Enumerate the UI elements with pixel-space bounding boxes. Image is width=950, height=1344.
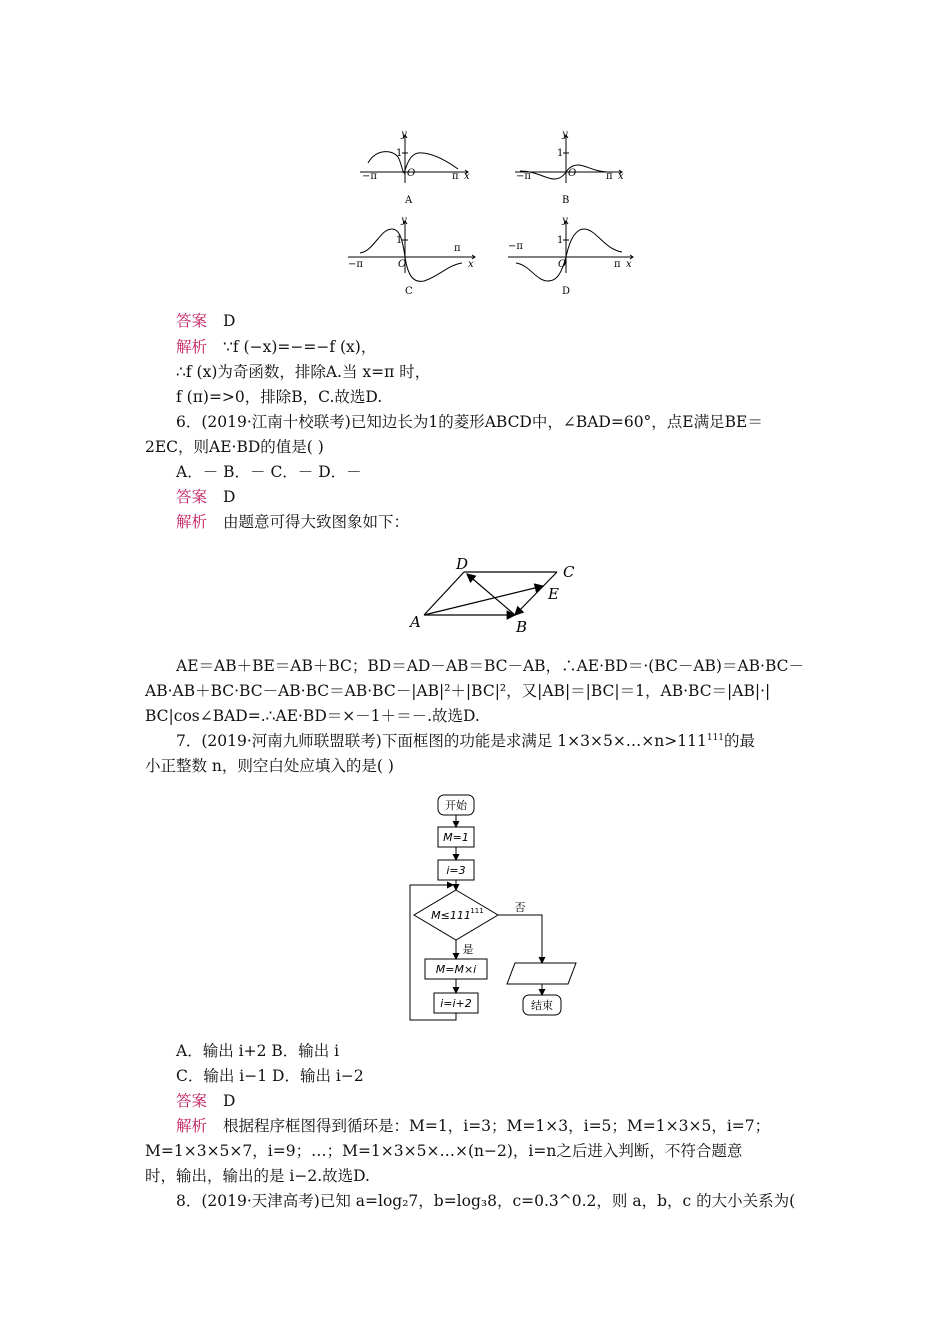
q7-answer: 答案 D bbox=[176, 1092, 236, 1110]
svg-text:1: 1 bbox=[557, 235, 564, 246]
svg-text:M=M×i: M=M×i bbox=[435, 963, 477, 976]
q7-options-cd: C．输出 i−1 D．输出 i−2 bbox=[176, 1067, 364, 1085]
svg-text:−π: −π bbox=[362, 171, 377, 182]
q7-analysis-line3: 时，输出，输出的是 i−2.故选D. bbox=[145, 1167, 370, 1185]
q6-solution-line2: AB·AB＋BC·BC－AB·BC＝AB·BC－|AB|²＋|BC|²，又|AB|＝|BC|＝1，AB·BC＝|AB|·| bbox=[145, 682, 771, 700]
vertex-a: A bbox=[410, 613, 421, 631]
vertex-c: C bbox=[563, 563, 575, 581]
q5-answer: 答案 D bbox=[176, 312, 236, 330]
q7-stem: 7．(2019·河南九师联盟联考)下面框图的功能是求满足 $1\times 3\times 5\times\dots\times n>111^{111}$的最 bbox=[176, 732, 756, 750]
q6-solution-line1: AE＝AB＋BE＝AB＋BC；BD＝AD－AB＝BC－AB，∴AE·BD＝·(BC－AB)＝AB·BC－ bbox=[176, 657, 805, 675]
rhombus-figure bbox=[400, 555, 585, 637]
svg-text:i=i+2: i=i+2 bbox=[440, 997, 472, 1010]
q7-analysis: 解析 根据程序框图得到循环是：M=1，i=3；M=1×3，i=5；M=1×3×5，i=7； bbox=[176, 1117, 771, 1135]
q5-analysis: 解析 ∵f (−x)=−=−f (x)， bbox=[176, 338, 377, 356]
graph-label-c: C bbox=[405, 286, 413, 297]
svg-text:π: π bbox=[452, 171, 459, 182]
svg-text:O: O bbox=[398, 259, 407, 270]
svg-text:x: x bbox=[618, 171, 624, 182]
graph-label-a: A bbox=[405, 195, 413, 206]
svg-text:y: y bbox=[401, 215, 407, 226]
flow-no-label: 否 bbox=[514, 901, 526, 914]
svg-text:π: π bbox=[606, 171, 613, 182]
svg-text:M=1: M=1 bbox=[443, 831, 469, 844]
svg-text:O: O bbox=[568, 168, 577, 179]
q6-solution-line3: BC|cos∠BAD=.∴AE·BD＝×－1＋＝－.故选D. bbox=[145, 707, 480, 725]
svg-text:y: y bbox=[562, 129, 568, 140]
svg-text:i=3: i=3 bbox=[446, 864, 466, 877]
svg-text:1: 1 bbox=[396, 148, 403, 159]
graph-d bbox=[508, 221, 633, 281]
svg-text:−π: −π bbox=[348, 259, 363, 270]
q7-analysis-line2: M=1×3×5×7，i=9；…；M=1×3×5×…×(n−2)，i=n之后进入判断，不符合题意 bbox=[145, 1142, 743, 1160]
svg-text:1: 1 bbox=[557, 148, 564, 159]
q6-answer: 答案 D bbox=[176, 488, 236, 506]
svg-text:111: 111 bbox=[470, 907, 484, 915]
svg-text:x: x bbox=[464, 171, 470, 182]
svg-text:O: O bbox=[407, 168, 416, 179]
q6-analysis: 解析 由题意可得大致图象如下： bbox=[176, 513, 410, 531]
q6-stem-line2: 2EC，则AE·BD的值是( ) bbox=[145, 438, 324, 456]
svg-text:x: x bbox=[626, 259, 632, 270]
flowchart-figure bbox=[400, 790, 590, 1026]
svg-text:y: y bbox=[562, 215, 568, 226]
svg-text:M≤111: M≤111 bbox=[431, 909, 471, 922]
graph-label-d: D bbox=[562, 286, 571, 297]
flow-yes-label: 是 bbox=[462, 943, 474, 956]
svg-text:−π: −π bbox=[516, 171, 531, 182]
svg-text:开始: 开始 bbox=[445, 799, 467, 812]
vertex-b: B bbox=[516, 618, 528, 636]
svg-text:π: π bbox=[614, 259, 621, 270]
svg-text:y: y bbox=[401, 129, 407, 140]
q7-stem-line2: 小正整数 n，则空白处应填入的是( ) bbox=[145, 757, 394, 775]
svg-text:O: O bbox=[558, 259, 567, 270]
svg-text:−π: −π bbox=[508, 241, 523, 252]
svg-text:结束: 结束 bbox=[531, 999, 553, 1012]
graph-label-b: B bbox=[562, 195, 570, 206]
q5-analysis-line2: ∴f (x)为奇函数，排除A.当 x=π 时， bbox=[176, 363, 431, 381]
vertex-d: D bbox=[456, 555, 469, 573]
q6-options: A．－ B．－ C．－ D．－ bbox=[176, 463, 362, 481]
flow-output-blank bbox=[507, 963, 576, 984]
q5-analysis-line3: f (π)=>0，排除B，C.故选D. bbox=[176, 388, 383, 406]
function-graphs-figure bbox=[340, 125, 640, 300]
svg-text:π: π bbox=[454, 243, 461, 254]
q8-stem: 8．(2019·天津高考)已知 a=log₂7，b=log₃8，c=0.3^0.2，则 a，b，c 的大小关系为( bbox=[176, 1192, 796, 1210]
point-e: E bbox=[548, 585, 559, 603]
svg-text:x: x bbox=[468, 259, 474, 270]
svg-text:1: 1 bbox=[396, 235, 403, 246]
q7-options-ab: A．输出 i+2 B．输出 i bbox=[176, 1042, 340, 1060]
q6-stem: 6．(2019·江南十校联考)已知边长为1的菱形ABCD中，∠BAD=60°，点E满足BE＝ bbox=[176, 413, 763, 431]
